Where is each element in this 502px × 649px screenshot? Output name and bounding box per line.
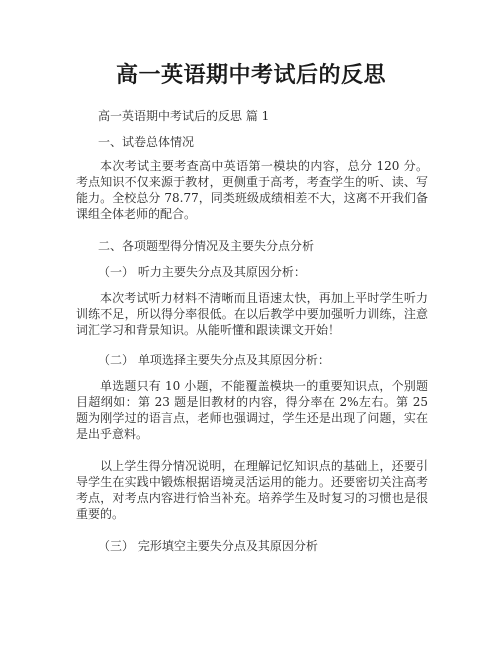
subsection-heading-listening: （一） 听力主要失分点及其原因分析： [98,265,306,279]
paragraph-overview: 本次考试主要考查高中英语第一模块的内容，总分 120 分。考点知识不仅来源于教材，更侧重于高考，考查学生的听、读、写能力。全校总分 78.77，同类班级成绩相差不大，这离不开我们备课组全体老师的配合。 [76,159,428,221]
section-heading-analysis: 二、各项题型得分情况及主要失分点分析 [98,239,315,253]
document-subtitle: 高一英语期中考试后的反思 篇 1 [98,109,270,123]
paragraph-listening: 本次考试听力材料不清晰而且语速太快，再加上平时学生听力训练不足，所以得分率很低。在以后教学中要加强听力训练，注意词汇学习和背景知识。从能听懂和跟读课文开始！ [76,291,428,337]
section-heading-overview: 一、试卷总体情况 [98,135,195,149]
subsection-heading-cloze: （三） 完形填空主要失分点及其原因分析 [98,539,318,553]
document-title: 高一英语期中考试后的反思 [115,62,386,88]
paragraph-single-choice-1: 单选题只有 10 小题，不能覆盖模块一的重要知识点，个别题目超纲如：第 23 题是旧教材的内容，得分率在 2%左右。第 25 题为刚学过的语言点，老师也强调过，学生还是出现了问题，实在是出乎意料。 [76,379,428,441]
subsection-heading-single-choice: （二） 单项选择主要失分点及其原因分析： [98,353,330,367]
paragraph-single-choice-2: 以上学生得分情况说明，在理解记忆知识点的基础上，还要引导学生在实践中锻炼根据语境灵活运用的能力。还要密切关注高考考点，对考点内容进行恰当补充。培养学生及时复习的习惯也是很重要的。 [76,459,428,521]
